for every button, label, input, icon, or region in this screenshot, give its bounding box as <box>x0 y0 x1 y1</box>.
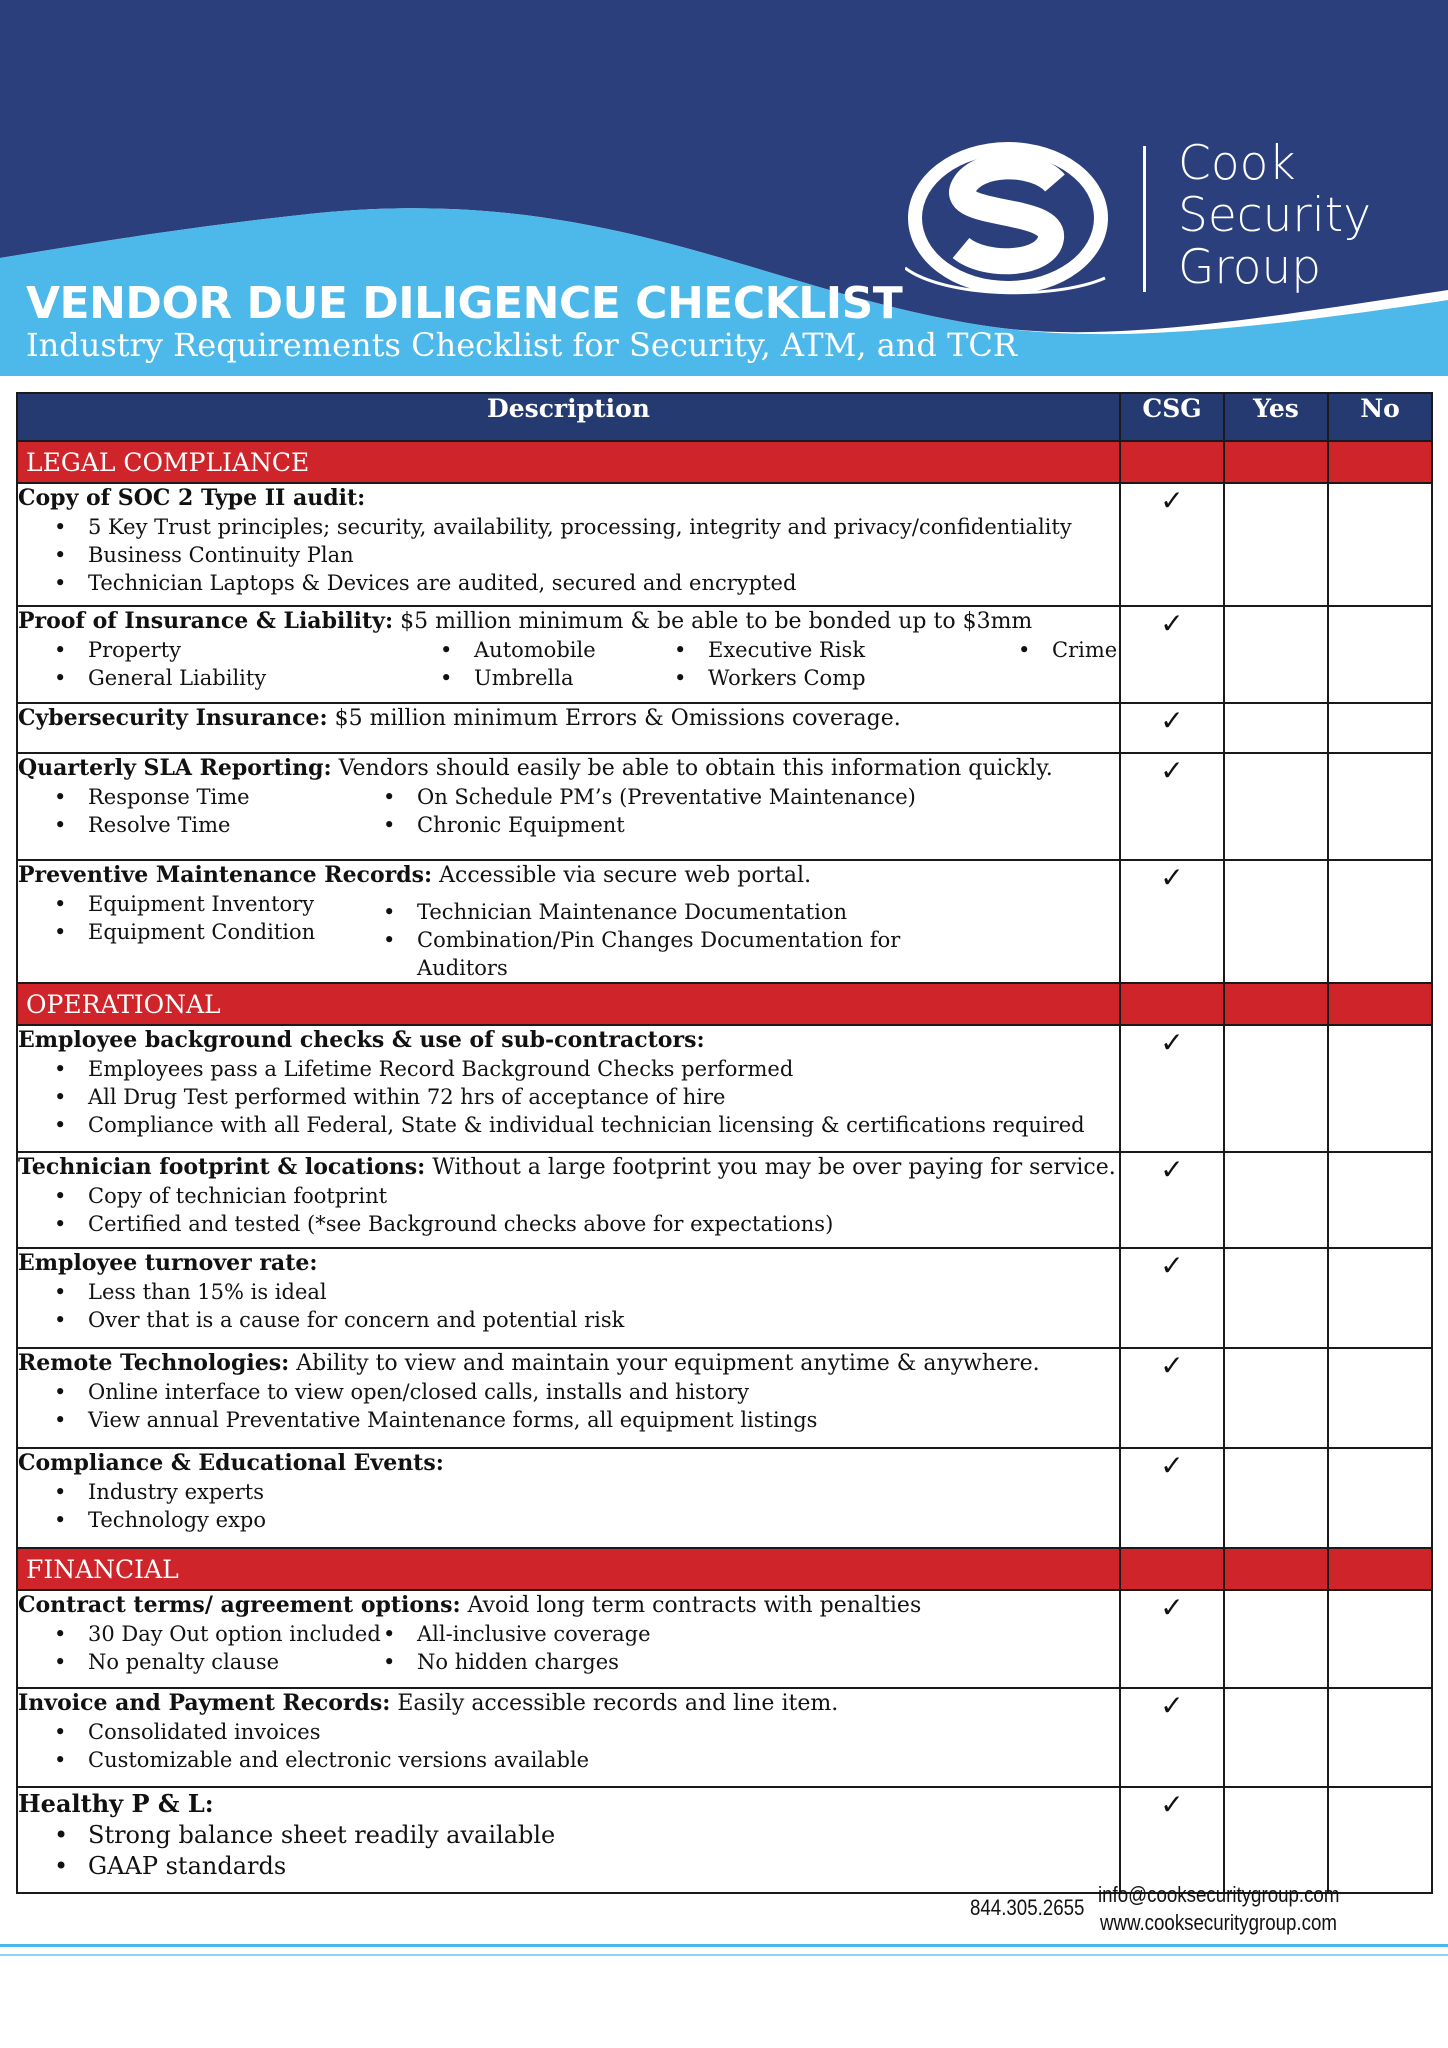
bullet-list <box>383 783 917 839</box>
yes-checkbox[interactable] <box>1224 1787 1328 1893</box>
item-title: Employee background checks & use of sub-contractors: <box>18 1027 705 1053</box>
item-text: $5 million minimum Errors & Omissions coverage. <box>327 706 901 731</box>
csg-check: ✓ <box>1120 753 1224 860</box>
bullet-columns <box>18 890 1119 982</box>
item-description <box>17 703 1120 753</box>
csg-check: ✓ <box>1120 860 1224 983</box>
brand-line-3: Group <box>1178 240 1322 295</box>
section-cell <box>1120 441 1224 483</box>
table-row <box>17 606 1432 703</box>
bullet-item: • Workers Comp <box>708 664 1018 692</box>
item-description <box>17 1688 1120 1787</box>
brand-line-1: Cook <box>1178 136 1296 191</box>
bullet-item: • All-inclusive coverage <box>417 1620 917 1648</box>
yes-checkbox[interactable] <box>1224 1025 1328 1152</box>
csg-check: ✓ <box>1120 1248 1224 1348</box>
no-checkbox[interactable] <box>1328 1688 1432 1787</box>
item-heading <box>18 1349 1119 1378</box>
table-row <box>17 1590 1432 1688</box>
item-title: Preventive Maintenance Records: <box>18 862 433 888</box>
bullet-item: • Less than 15% is ideal <box>88 1278 1119 1306</box>
yes-checkbox[interactable] <box>1224 1590 1328 1688</box>
section-cell <box>1328 983 1432 1025</box>
bullet-item: • View annual Preventative Maintenance forms, all equipment listings <box>88 1406 1119 1434</box>
csg-check: ✓ <box>1120 1787 1224 1893</box>
table-row <box>17 1348 1432 1448</box>
bullet-item: • On Schedule PM’s (Preventative Maintenance) <box>417 783 917 811</box>
bullet-list <box>383 1620 917 1676</box>
item-heading <box>18 1153 1119 1182</box>
csg-check: ✓ <box>1120 1152 1224 1248</box>
bullet-item: • Automobile <box>474 636 674 664</box>
item-heading <box>18 704 1119 733</box>
footer-email[interactable]: info@cooksecuritygroup.com <box>1098 1882 1340 1907</box>
bullet-item: • No hidden charges <box>417 1648 917 1676</box>
bullet-list <box>18 1620 383 1676</box>
column-header-no: No <box>1328 393 1432 441</box>
section-row <box>17 1548 1432 1590</box>
footer-divider-secondary <box>0 1954 1448 1956</box>
column-header-description: Description <box>17 393 1120 441</box>
no-checkbox[interactable] <box>1328 1248 1432 1348</box>
brand-divider <box>1143 146 1146 292</box>
bullet-item: • Property <box>88 636 440 664</box>
bullet-list <box>440 636 674 692</box>
section-cell <box>1120 1548 1224 1590</box>
bullet-list <box>18 1378 1119 1434</box>
item-title: Cybersecurity Insurance: <box>18 705 328 731</box>
bullet-item: • Over that is a cause for concern and potential risk <box>88 1306 1119 1334</box>
no-checkbox[interactable] <box>1328 1152 1432 1248</box>
item-description <box>17 1025 1120 1152</box>
table-row <box>17 753 1432 860</box>
item-description <box>17 753 1120 860</box>
bullet-item: • Executive Risk <box>708 636 1018 664</box>
bullet-item: • Employees pass a Lifetime Record Background Checks performed <box>88 1055 1119 1083</box>
table-row <box>17 1787 1432 1893</box>
bullet-item: • Technician Maintenance Documentation <box>417 898 917 926</box>
column-header-csg: CSG <box>1120 393 1224 441</box>
bullet-list <box>18 1478 1119 1534</box>
bullet-item: • Business Continuity Plan <box>88 541 1119 569</box>
section-cell <box>1224 441 1328 483</box>
item-title: Remote Technologies: <box>18 1350 290 1376</box>
item-description <box>17 606 1120 703</box>
item-heading <box>18 1689 1119 1718</box>
bullet-list <box>18 890 383 982</box>
bullet-list <box>18 1182 1119 1238</box>
item-heading <box>18 1788 1119 1820</box>
csg-check: ✓ <box>1120 1590 1224 1688</box>
yes-checkbox[interactable] <box>1224 1688 1328 1787</box>
section-row <box>17 983 1432 1025</box>
brand-name <box>1178 138 1371 294</box>
footer-phone[interactable]: 844.305.2655 <box>970 1895 1085 1920</box>
section-label: LEGAL COMPLIANCE <box>17 441 1120 483</box>
item-heading <box>18 1249 1119 1278</box>
bullet-item: • Technician Laptops & Devices are audited, secured and encrypted <box>88 569 1119 597</box>
table-row <box>17 1248 1432 1348</box>
item-heading <box>18 861 1119 890</box>
no-checkbox[interactable] <box>1328 606 1432 703</box>
bullet-item: • 30 Day Out option included <box>88 1620 383 1648</box>
item-description <box>17 1152 1120 1248</box>
table-row <box>17 1688 1432 1787</box>
bullet-item: • Copy of technician footprint <box>88 1182 1119 1210</box>
csg-check: ✓ <box>1120 1348 1224 1448</box>
item-text: Avoid long term contracts with penalties <box>460 1593 922 1618</box>
bullet-columns <box>18 636 1119 692</box>
item-heading <box>18 484 1119 513</box>
no-checkbox[interactable] <box>1328 1787 1432 1893</box>
item-description <box>17 483 1120 606</box>
section-row <box>17 441 1432 483</box>
item-heading <box>18 1591 1119 1620</box>
bullet-item: • Equipment Inventory <box>88 890 383 918</box>
csg-check: ✓ <box>1120 703 1224 753</box>
item-description <box>17 1787 1120 1893</box>
bullet-item: • Resolve Time <box>88 811 383 839</box>
column-header-yes: Yes <box>1224 393 1328 441</box>
item-description <box>17 1448 1120 1548</box>
item-text: Easily accessible records and line item. <box>390 1691 839 1716</box>
bullet-item: • All Drug Test performed within 72 hrs of acceptance of hire <box>88 1083 1119 1111</box>
bullet-item: • Combination/Pin Changes Documentation for Auditors <box>417 926 917 982</box>
item-title: Healthy P & L: <box>18 1789 214 1818</box>
yes-checkbox[interactable] <box>1224 483 1328 606</box>
page-subtitle: Industry Requirements Checklist for Security, ATM, and TCR <box>26 326 1017 364</box>
item-text: Without a large footprint you may be over paying for service. <box>425 1155 1116 1180</box>
item-title: Quarterly SLA Reporting: <box>18 755 332 781</box>
yes-checkbox[interactable] <box>1224 860 1328 983</box>
bullet-item: • Response Time <box>88 783 383 811</box>
bullet-item: • Chronic Equipment <box>417 811 917 839</box>
yes-checkbox[interactable] <box>1224 1248 1328 1348</box>
section-label: OPERATIONAL <box>17 983 1120 1025</box>
section-cell <box>1120 983 1224 1025</box>
yes-checkbox[interactable] <box>1224 1448 1328 1548</box>
section-label: FINANCIAL <box>17 1548 1120 1590</box>
no-checkbox[interactable] <box>1328 483 1432 606</box>
item-description <box>17 1248 1120 1348</box>
bullet-item: • Technology expo <box>88 1506 1119 1534</box>
item-description <box>17 860 1120 983</box>
item-title: Invoice and Payment Records: <box>18 1690 391 1716</box>
yes-checkbox[interactable] <box>1224 1348 1328 1448</box>
item-title: Copy of SOC 2 Type II audit: <box>18 485 366 511</box>
bullet-list <box>18 513 1119 597</box>
no-checkbox[interactable] <box>1328 753 1432 860</box>
item-description <box>17 1590 1120 1688</box>
bullet-item: • Consolidated invoices <box>88 1718 1119 1746</box>
no-checkbox[interactable] <box>1328 1348 1432 1448</box>
item-title: Employee turnover rate: <box>18 1250 318 1276</box>
item-title: Contract terms/ agreement options: <box>18 1592 461 1618</box>
item-description <box>17 1348 1120 1448</box>
bullet-list <box>18 783 383 839</box>
item-heading <box>18 754 1119 783</box>
yes-checkbox[interactable] <box>1224 703 1328 753</box>
item-title: Compliance & Educational Events: <box>18 1450 444 1476</box>
item-text: Accessible via secure web portal. <box>432 863 812 888</box>
section-cell <box>1224 983 1328 1025</box>
yes-checkbox[interactable] <box>1224 1152 1328 1248</box>
no-checkbox[interactable] <box>1328 1025 1432 1152</box>
bullet-item: • Customizable and electronic versions available <box>88 1746 1119 1774</box>
bullet-item: • 5 Key Trust principles; security, availability, processing, integrity and privacy/confidentiality <box>88 513 1119 541</box>
bullet-item: • Umbrella <box>474 664 674 692</box>
bullet-list <box>18 1718 1119 1774</box>
bullet-item: • No penalty clause <box>88 1648 383 1676</box>
bullet-item: • General Liability <box>88 664 440 692</box>
header-banner <box>0 0 1448 380</box>
item-heading <box>18 1449 1119 1478</box>
section-cell <box>1328 441 1432 483</box>
page-title: VENDOR DUE DILIGENCE CHECKLIST <box>26 278 903 329</box>
item-heading <box>18 1026 1119 1055</box>
bullet-item: • Crime <box>1052 636 1192 664</box>
bullet-item: • Compliance with all Federal, State & individual technician licensing & certifications required <box>88 1111 1119 1139</box>
bullet-list <box>1018 636 1192 692</box>
section-cell <box>1328 1548 1432 1590</box>
bullet-item: • Industry experts <box>88 1478 1119 1506</box>
bullet-list <box>18 636 440 692</box>
bullet-list <box>383 898 917 982</box>
bullet-list <box>674 636 1018 692</box>
yes-checkbox[interactable] <box>1224 753 1328 860</box>
bullet-item: • Certified and tested (*see Background checks above for expectations) <box>88 1210 1119 1238</box>
footer-divider <box>0 1944 1448 1947</box>
csg-check: ✓ <box>1120 606 1224 703</box>
brand-line-2: Security <box>1178 188 1372 243</box>
table-row <box>17 1152 1432 1248</box>
csg-check: ✓ <box>1120 1025 1224 1152</box>
item-text: Ability to view and maintain your equipment anytime & anywhere. <box>289 1351 1040 1376</box>
bullet-item: • Equipment Condition <box>88 918 383 946</box>
csg-check: ✓ <box>1120 1688 1224 1787</box>
no-checkbox[interactable] <box>1328 1448 1432 1548</box>
csg-check: ✓ <box>1120 1448 1224 1548</box>
item-text: Vendors should easily be able to obtain this information quickly. <box>331 756 1053 781</box>
no-checkbox[interactable] <box>1328 703 1432 753</box>
no-checkbox[interactable] <box>1328 860 1432 983</box>
item-text: $5 million minimum & be able to be bonded up to $3mm <box>393 609 1033 634</box>
section-cell <box>1224 1548 1328 1590</box>
bullet-item: • GAAP standards <box>88 1851 1119 1882</box>
bullet-item: • Online interface to view open/closed calls, installs and history <box>88 1378 1119 1406</box>
bullet-columns <box>18 783 1119 839</box>
bullet-list <box>18 1820 1119 1882</box>
bullet-list <box>18 1055 1119 1139</box>
checklist-table <box>16 392 1433 1894</box>
table-row <box>17 860 1432 983</box>
table-row <box>17 1448 1432 1548</box>
no-checkbox[interactable] <box>1328 1590 1432 1688</box>
yes-checkbox[interactable] <box>1224 606 1328 703</box>
table-row <box>17 1025 1432 1152</box>
bullet-list <box>18 1278 1119 1334</box>
csg-check: ✓ <box>1120 483 1224 606</box>
table-row <box>17 703 1432 753</box>
bullet-columns <box>18 1620 1119 1676</box>
item-title: Proof of Insurance & Liability: <box>18 608 394 634</box>
table-row <box>17 483 1432 606</box>
item-title: Technician footprint & locations: <box>18 1154 426 1180</box>
footer-website[interactable]: www.cooksecuritygroup.com <box>1100 1910 1337 1935</box>
bullet-item: • Strong balance sheet readily available <box>88 1820 1119 1851</box>
item-heading <box>18 607 1119 636</box>
table-header-row <box>17 393 1432 441</box>
